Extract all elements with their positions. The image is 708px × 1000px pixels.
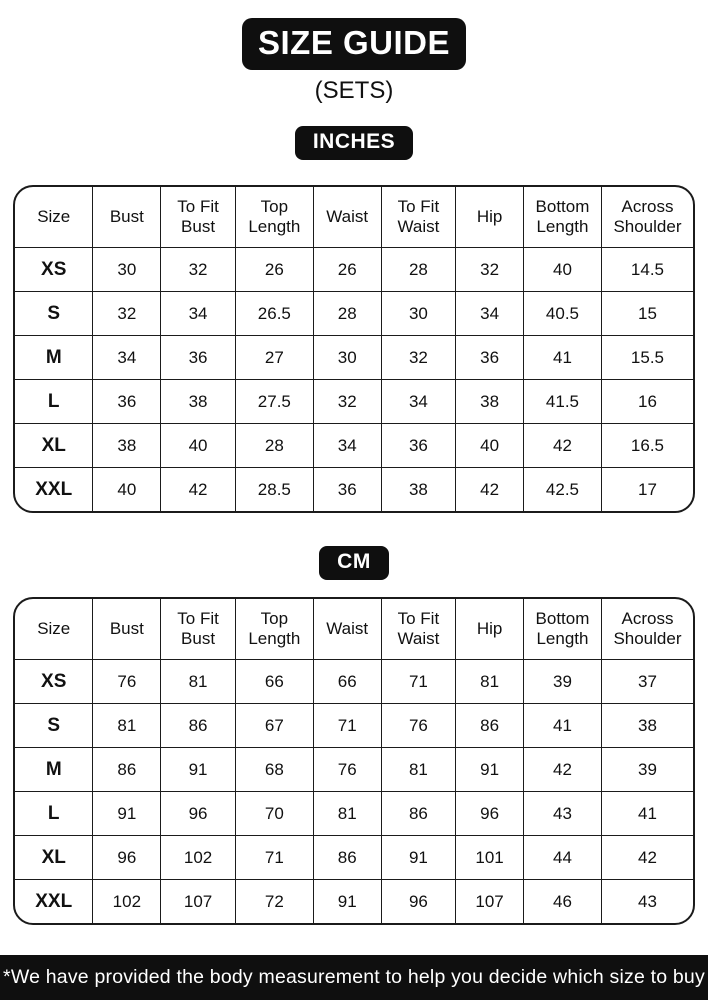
hip-cell: 34: [456, 292, 524, 336]
to-fit-bust-cell: 38: [161, 380, 236, 424]
unit-label-inches: INCHES: [295, 126, 413, 160]
top-length-cell: 72: [235, 880, 313, 924]
to-fit-bust-cell: 102: [161, 836, 236, 880]
across-shoulder-cell: 16: [601, 380, 693, 424]
top-length-cell: 68: [235, 748, 313, 792]
waist-cell: 81: [313, 792, 381, 836]
hip-cell: 81: [456, 660, 524, 704]
page-subtitle: (SETS): [314, 77, 394, 104]
bottom-length-cell: 44: [523, 836, 601, 880]
table-row: [15, 704, 693, 748]
across-shoulder-cell: 15: [601, 292, 693, 336]
across-shoulder-cell: 38: [601, 704, 693, 748]
bottom-length-cell: 42.5: [523, 468, 601, 512]
column-header: Waist: [313, 187, 381, 248]
across-shoulder-cell: 39: [601, 748, 693, 792]
bottom-length-cell: 43: [523, 792, 601, 836]
top-length-cell: 28.5: [235, 468, 313, 512]
bottom-length-cell: 39: [523, 660, 601, 704]
table-row: [15, 292, 693, 336]
across-shoulder-cell: 14.5: [601, 248, 693, 292]
footer-note-text: *We have provided the body measurement to help you decide which size to buy: [3, 966, 705, 988]
size-label: XS: [15, 248, 93, 292]
to-fit-waist-cell: 36: [381, 424, 456, 468]
table-header-row: [15, 599, 693, 660]
hip-cell: 32: [456, 248, 524, 292]
waist-cell: 26: [313, 248, 381, 292]
top-length-cell: 26: [235, 248, 313, 292]
table-row: [15, 380, 693, 424]
size-table-cm: [13, 597, 695, 925]
waist-cell: 30: [313, 336, 381, 380]
hip-cell: 38: [456, 380, 524, 424]
to-fit-bust-cell: 34: [161, 292, 236, 336]
to-fit-waist-cell: 81: [381, 748, 456, 792]
footer-note-bar: [0, 955, 708, 1000]
bust-cell: 38: [93, 424, 161, 468]
hip-cell: 42: [456, 468, 524, 512]
inches-table-head: [15, 187, 693, 248]
top-length-cell: 27: [235, 336, 313, 380]
top-length-cell: 66: [235, 660, 313, 704]
waist-cell: 32: [313, 380, 381, 424]
column-header: To Fit Bust: [161, 187, 236, 248]
to-fit-waist-cell: 30: [381, 292, 456, 336]
top-length-cell: 27.5: [235, 380, 313, 424]
column-header: Across Shoulder: [601, 187, 693, 248]
to-fit-bust-cell: 86: [161, 704, 236, 748]
bottom-length-cell: 42: [523, 424, 601, 468]
to-fit-waist-cell: 28: [381, 248, 456, 292]
across-shoulder-cell: 15.5: [601, 336, 693, 380]
hip-cell: 40: [456, 424, 524, 468]
page-title: SIZE GUIDE: [242, 18, 466, 70]
to-fit-bust-cell: 96: [161, 792, 236, 836]
column-header: Size: [15, 187, 93, 248]
to-fit-bust-cell: 107: [161, 880, 236, 924]
to-fit-bust-cell: 81: [161, 660, 236, 704]
size-label: XXL: [15, 880, 93, 924]
top-length-cell: 28: [235, 424, 313, 468]
hip-cell: 107: [456, 880, 524, 924]
cm-table-body: [15, 660, 693, 924]
to-fit-waist-cell: 91: [381, 836, 456, 880]
bust-cell: 81: [93, 704, 161, 748]
to-fit-waist-cell: 32: [381, 336, 456, 380]
table-row: [15, 792, 693, 836]
size-label: L: [15, 380, 93, 424]
size-label: XL: [15, 424, 93, 468]
table-row: [15, 660, 693, 704]
table-row: [15, 468, 693, 512]
inches-table-body: [15, 248, 693, 512]
table-row: [15, 748, 693, 792]
table-row: [15, 880, 693, 924]
across-shoulder-cell: 37: [601, 660, 693, 704]
column-header: Bust: [93, 187, 161, 248]
size-label: S: [15, 704, 93, 748]
size-label: M: [15, 748, 93, 792]
top-length-cell: 71: [235, 836, 313, 880]
hip-cell: 91: [456, 748, 524, 792]
bottom-length-cell: 46: [523, 880, 601, 924]
waist-cell: 28: [313, 292, 381, 336]
to-fit-waist-cell: 34: [381, 380, 456, 424]
bust-cell: 86: [93, 748, 161, 792]
across-shoulder-cell: 17: [638, 479, 657, 499]
size-label: S: [15, 292, 93, 336]
table-row: [15, 424, 693, 468]
column-header: Across Shoulder: [601, 599, 693, 660]
waist-cell: 91: [313, 880, 381, 924]
bust-cell: 32: [93, 292, 161, 336]
to-fit-bust-cell: 91: [161, 748, 236, 792]
waist-cell: 86: [313, 836, 381, 880]
to-fit-bust-cell: 42: [161, 468, 236, 512]
column-header: Bust: [93, 599, 161, 660]
column-header: Hip: [456, 599, 524, 660]
column-header: To Fit Bust: [161, 599, 236, 660]
bust-cell: 102: [93, 880, 161, 924]
table-header-row: [15, 187, 693, 248]
bottom-length-cell: 41.5: [523, 380, 601, 424]
across-shoulder-cell: 42: [601, 836, 693, 880]
bust-cell: 36: [93, 380, 161, 424]
size-label: M: [15, 336, 93, 380]
across-shoulder-cell: 16.5: [601, 424, 693, 468]
table-row: [15, 248, 693, 292]
top-length-cell: 26.5: [235, 292, 313, 336]
to-fit-bust-cell: 40: [161, 424, 236, 468]
hip-cell: 101: [456, 836, 524, 880]
size-label: XL: [15, 836, 93, 880]
bottom-length-cell: 41: [523, 336, 601, 380]
bust-cell: 96: [93, 836, 161, 880]
column-header: Top Length: [235, 599, 313, 660]
size-label: L: [15, 792, 93, 836]
table-row: [15, 836, 693, 880]
column-header: To Fit Waist: [381, 599, 456, 660]
hip-cell: 36: [456, 336, 524, 380]
bust-cell: 34: [93, 336, 161, 380]
column-header: Top Length: [235, 187, 313, 248]
column-header: To Fit Waist: [381, 187, 456, 248]
column-header: Bottom Length: [523, 187, 601, 248]
to-fit-bust-cell: 36: [161, 336, 236, 380]
to-fit-waist-cell: 86: [381, 792, 456, 836]
hip-cell: 86: [456, 704, 524, 748]
bust-cell: 30: [93, 248, 161, 292]
column-header: Bottom Length: [523, 599, 601, 660]
bottom-length-cell: 40.5: [523, 292, 601, 336]
to-fit-waist-cell: 76: [381, 704, 456, 748]
inches-table: [15, 187, 693, 511]
table-row: [15, 336, 693, 380]
bust-cell: 40: [93, 468, 161, 512]
across-shoulder-cell: 43: [638, 891, 657, 911]
hip-cell: 96: [456, 792, 524, 836]
waist-cell: 66: [313, 660, 381, 704]
size-table-inches: [13, 185, 695, 513]
column-header: Hip: [456, 187, 524, 248]
to-fit-waist-cell: 71: [381, 660, 456, 704]
cm-table-head: [15, 599, 693, 660]
top-length-cell: 67: [235, 704, 313, 748]
to-fit-bust-cell: 32: [161, 248, 236, 292]
bust-cell: 76: [93, 660, 161, 704]
size-label: XXL: [15, 468, 93, 512]
bust-cell: 91: [93, 792, 161, 836]
column-header: Waist: [313, 599, 381, 660]
to-fit-waist-cell: 38: [381, 468, 456, 512]
cm-table: [15, 599, 693, 923]
across-shoulder-cell: 41: [601, 792, 693, 836]
bottom-length-cell: 42: [523, 748, 601, 792]
waist-cell: 76: [313, 748, 381, 792]
waist-cell: 71: [313, 704, 381, 748]
to-fit-waist-cell: 96: [381, 880, 456, 924]
bottom-length-cell: 41: [523, 704, 601, 748]
column-header: Size: [15, 599, 93, 660]
waist-cell: 36: [313, 468, 381, 512]
top-length-cell: 70: [235, 792, 313, 836]
unit-label-cm: CM: [319, 546, 389, 580]
bottom-length-cell: 40: [523, 248, 601, 292]
waist-cell: 34: [313, 424, 381, 468]
size-label: XS: [15, 660, 93, 704]
